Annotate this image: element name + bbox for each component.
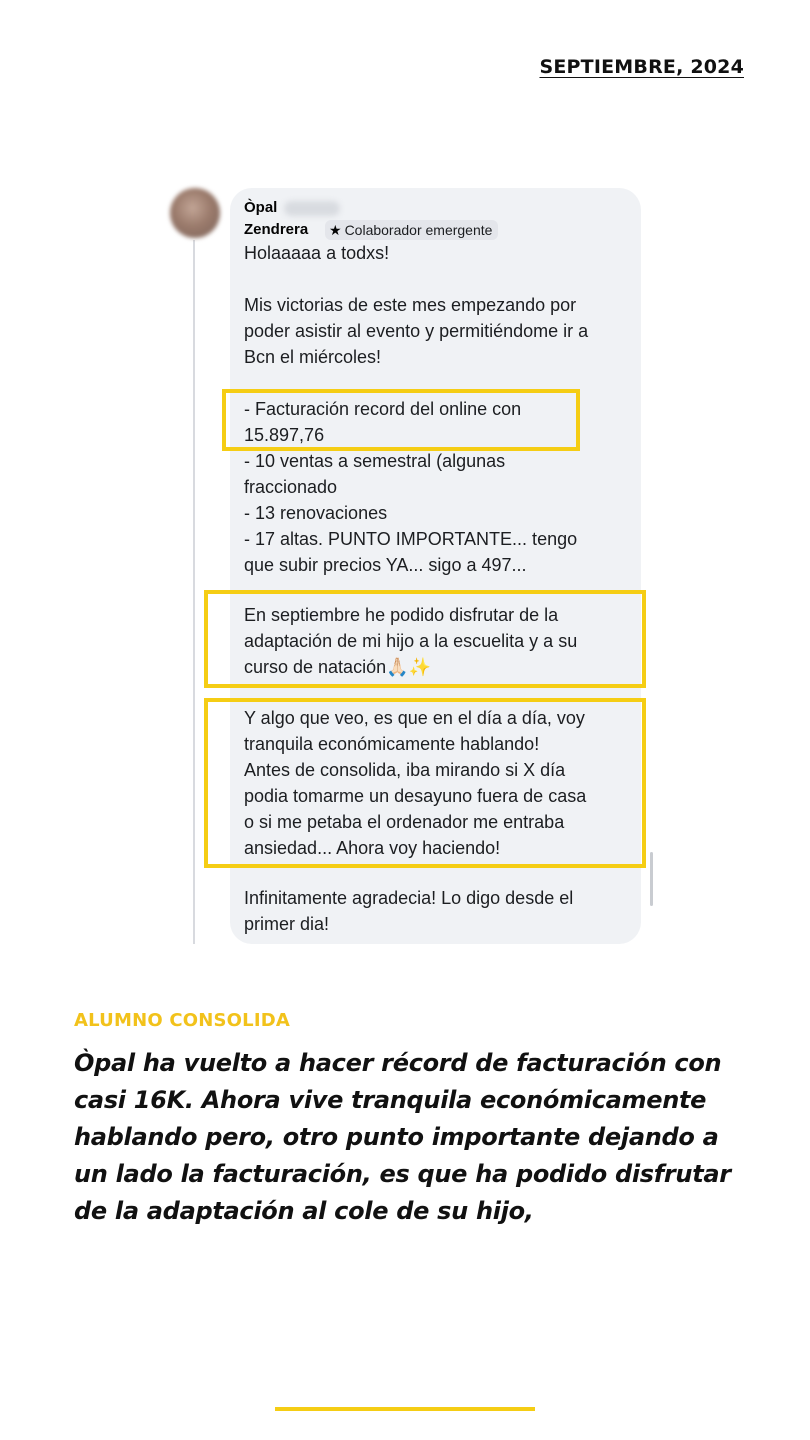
author-first-name[interactable]: Òpal xyxy=(244,199,278,216)
date-heading: SEPTIEMBRE, 2024 xyxy=(539,56,744,78)
star-icon: ★ xyxy=(329,222,342,238)
badge-label: Colaborador emergente xyxy=(344,222,493,238)
contributor-badge xyxy=(325,220,498,240)
scrollbar[interactable] xyxy=(650,852,653,906)
thread-line xyxy=(193,240,195,944)
message-paragraph: - 10 ventas a semestral (algunas fraccionado - 13 renovaciones - 17 altas. PUNTO IMPORTANTE... tengo que subir precios YA... sigo a 497... xyxy=(244,451,578,575)
highlight-box-son xyxy=(204,590,646,688)
avatar[interactable] xyxy=(170,188,220,238)
author-last-name[interactable]: Zendrera xyxy=(244,221,309,238)
caption-label: ALUMNO CONSOLIDA xyxy=(74,1010,291,1031)
caption-summary: Òpal ha vuelto a hacer récord de facturación con casi 16K. Ahora vive tranquila económicamente hablando pero, otro punto importante dejando a un lado la facturación, es que ha podido disfrutar de la adaptación al cole de su hijo, xyxy=(74,1049,731,1225)
message-paragraph: - Facturación record del online con 15.897,76 xyxy=(244,399,522,445)
message-paragraph: Y algo que veo, es que en el día a día, voy tranquila económicamente hablando! Antes de consolida, iba mirando si X día podia tomarme un desayuno fuera de casa o si me petaba el ordenador me entraba ansiedad... Ahora voy haciendo! xyxy=(244,708,587,858)
author-name-blurred xyxy=(284,201,340,216)
bottom-divider xyxy=(275,1407,535,1411)
highlight-box-revenue xyxy=(222,389,580,451)
highlight-box-tranquility xyxy=(204,698,646,868)
message-paragraph: Holaaaaa a todxs! xyxy=(244,243,390,263)
message-paragraph: Infinitamente agradecia! Lo digo desde el primer dia! xyxy=(244,888,574,934)
message-paragraph: En septiembre he podido disfrutar de la adaptación de mi hijo a la escuelita y a su curso de natación🙏🏻✨ xyxy=(244,605,578,677)
message-paragraph: Mis victorias de este mes empezando por poder asistir al evento y permitiéndome ir a Bcn el miércoles! xyxy=(244,295,589,367)
